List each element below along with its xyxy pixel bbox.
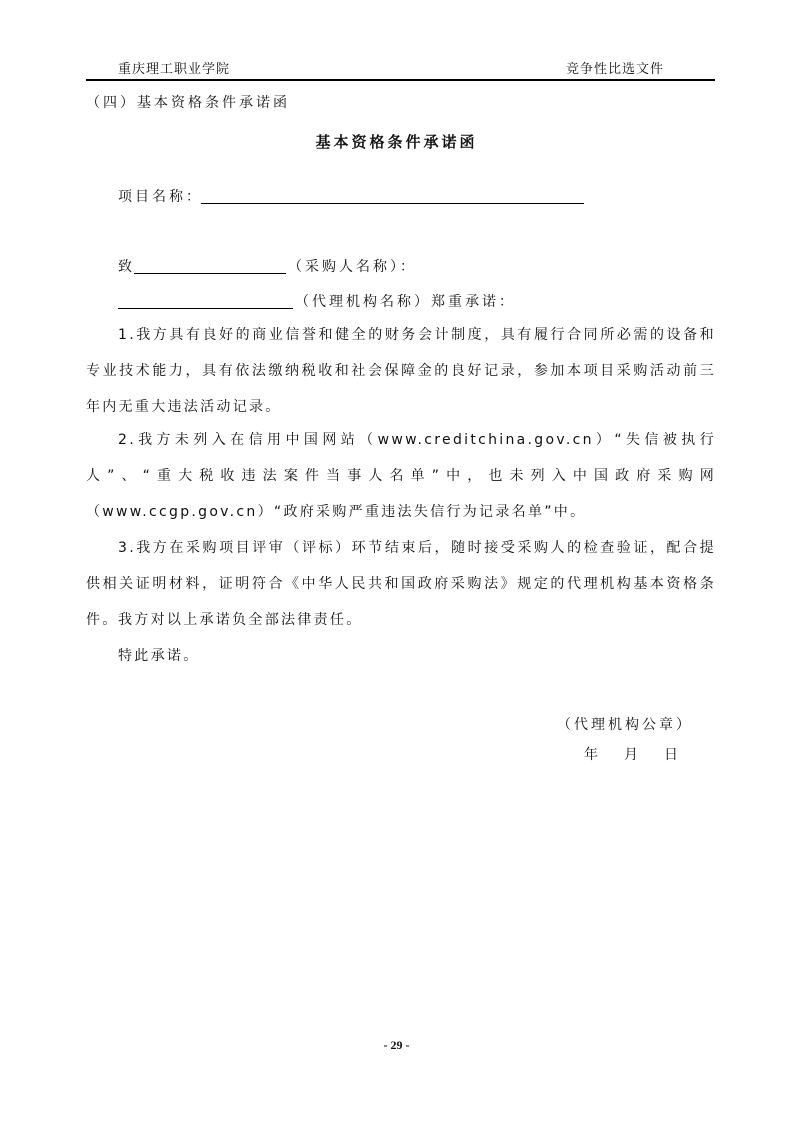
closing-statement: 特此承诺。 [118, 648, 200, 664]
agency-name-label: （代理机构名称）郑重承诺： [295, 294, 516, 310]
date-year: 年 [584, 747, 601, 763]
header-document-type: 竞争性比选文件 [566, 62, 665, 77]
to-prefix: 致 [118, 259, 135, 275]
page-number: - 29 - [383, 1038, 410, 1052]
project-name-label: 项目名称： [118, 189, 203, 205]
date-day: 日 [664, 747, 681, 763]
header-divider [86, 79, 715, 81]
date-month: 月 [624, 747, 641, 763]
liability-statement: 我方对以上承诺负全部法律责任。 [118, 612, 363, 628]
page-title: 基本资格条件承诺函 [315, 133, 478, 151]
project-name-blank [201, 203, 584, 204]
commitment-paragraph-3: 3.我方在采购项目评审（评标）环节结束后，随时接受采购人的检查验证，配合提供相关证明材料，证明符合《中华人民共和国政府采购法》规定的代理机构基本资格条件。 [86, 540, 716, 628]
section-heading: （四）基本资格条件承诺函 [86, 95, 290, 111]
agency-name-blank [118, 308, 293, 309]
header-institution: 重庆理工职业学院 [118, 62, 231, 77]
commitment-paragraph-2: 2.我方未列入在信用中国网站（www.creditchina.gov.cn）“失信被执行人”、“重大税收违法案件当事人名单”中，也未列入中国政府采购网（www.ccgp.gov.cn）“政府采购严重违法失信行为记录名单”中。 [86, 432, 716, 520]
purchaser-name-label: （采购人名称）： [288, 259, 417, 275]
purchaser-name-blank [134, 273, 286, 274]
commitment-paragraph-1: 1.我方具有良好的商业信誉和健全的财务会计制度，具有履行合同所必需的设备和专业技术能力，具有依法缴纳税收和社会保障金的良好记录，参加本项目采购活动前三年内无重大违法活动记录。 [86, 327, 716, 415]
agency-seal-label: （代理机构公章） [557, 717, 693, 733]
